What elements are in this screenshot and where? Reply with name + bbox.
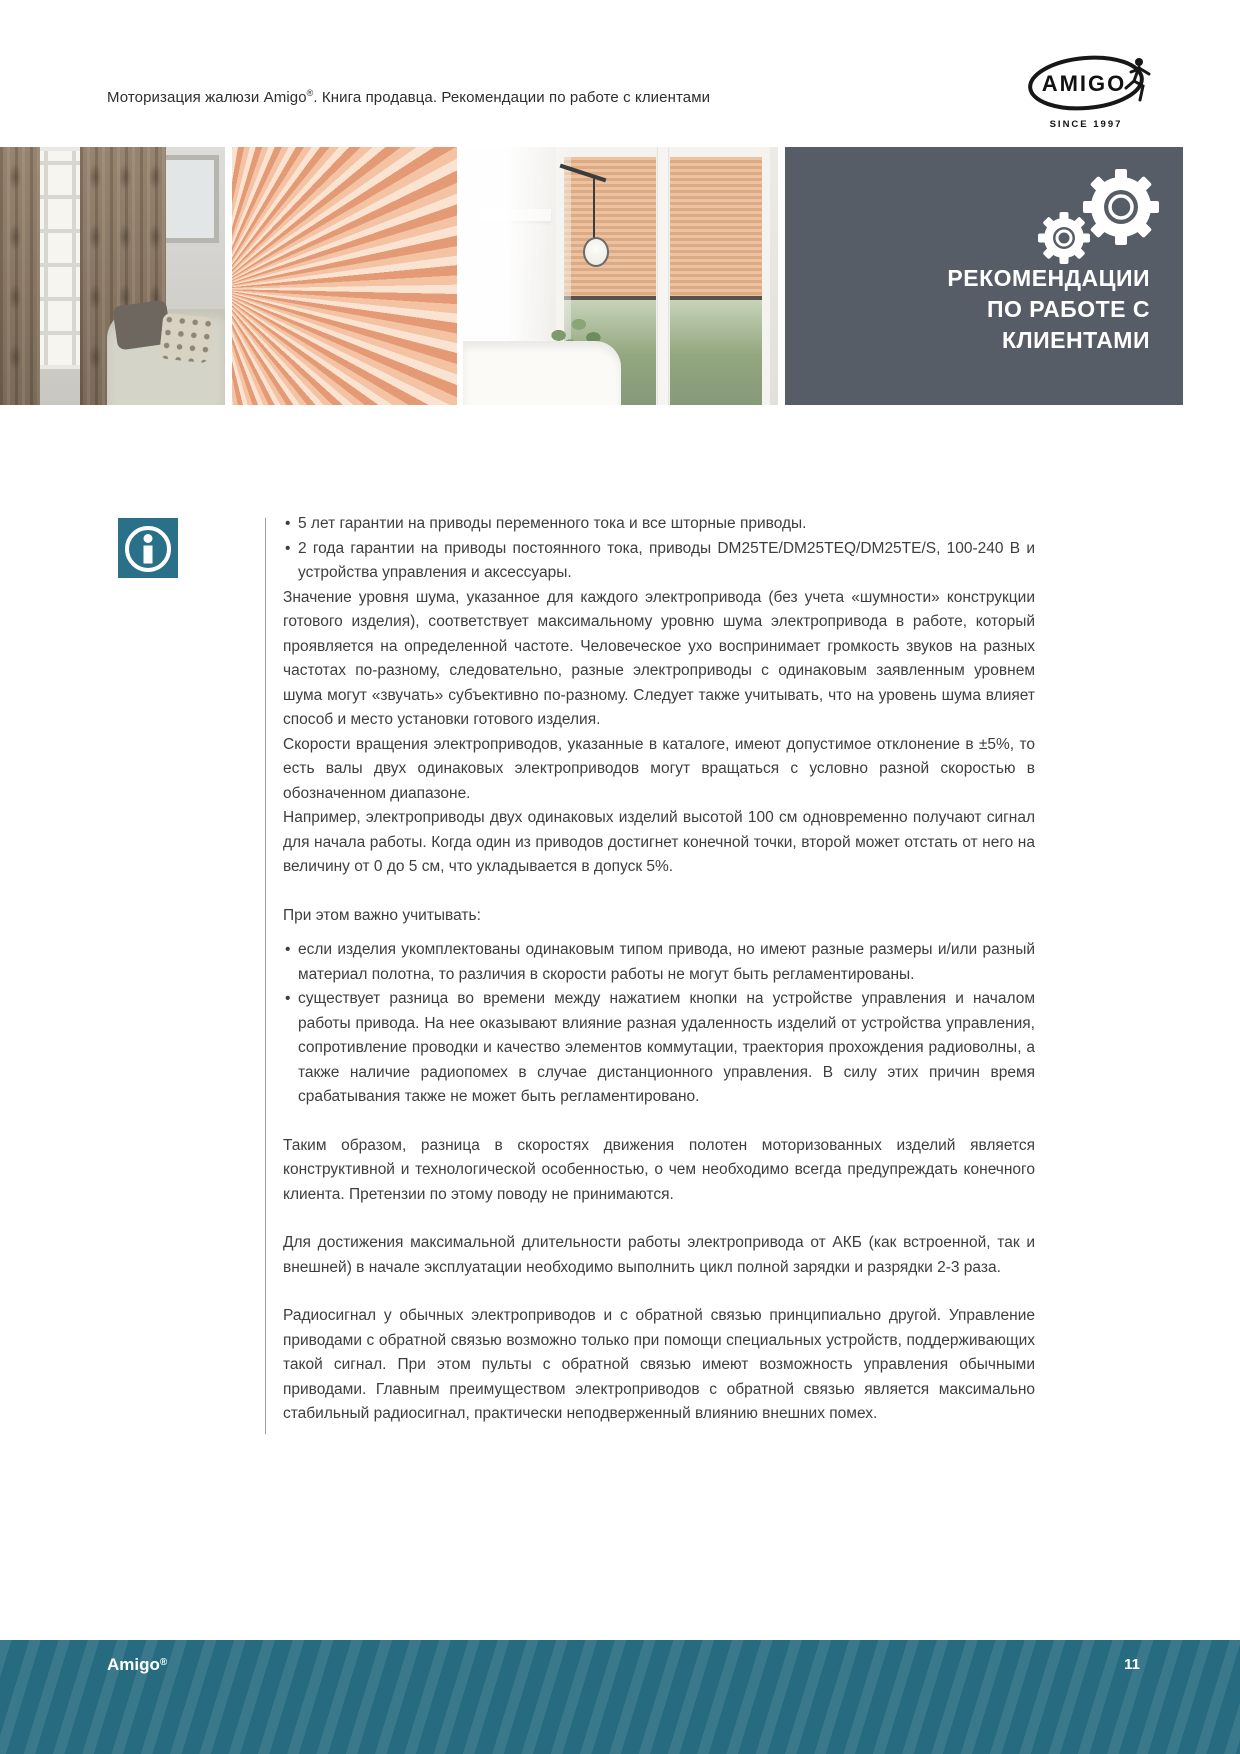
paragraph: Радиосигнал у обычных электроприводов и с обратной связью принципиально другой. Управление приводами с обратной связью возможно только при помощи специальных устройств, поддерживающих такой сигнал. При этом пульты с обратной связью имеют возможность управления обычными приводами. Главным преимуществом электроприводов с обратной связью является максимально стабильный радиосигнал, практически неподверженный влиянию внешних помех. <box>283 1307 1035 1422</box>
bed <box>463 341 621 405</box>
amigo-logo <box>1026 50 1166 135</box>
header-title-text: Моторизация жалюзи Amigo <box>107 89 307 106</box>
section-title-line: ПО РАБОТЕ С <box>986 296 1150 322</box>
header-title-rest: . Книга продавца. Рекомендации по работе с клиентами <box>313 89 711 106</box>
text-column-rule <box>265 518 266 1434</box>
paragraph: Для достижения максимальной длительности работы электропривода от АКБ (как встроенной, так и внешней) в начале эксплуатации необходимо выполнить цикл полной зарядки и разрядки 2-3 раза. <box>283 1234 1035 1276</box>
logo-tagline: SINCE 1997 <box>1049 119 1123 130</box>
info-icon <box>118 518 178 578</box>
banner <box>0 147 1240 405</box>
page-header-title <box>107 88 710 106</box>
note-list <box>283 938 1035 1110</box>
body-text <box>283 512 1035 1427</box>
paragraph: Скорости вращения электроприводов, указанные в каталоге, имеют допустимое отклонение в ±5%, то есть валы двух одинаковых электроприводов могут вращаться с условно разной скоростью в обозначенном диапазоне. <box>283 735 1035 802</box>
section-title-panel <box>785 147 1183 405</box>
lamp-cord <box>593 175 595 239</box>
note-heading: При этом важно учитывать: <box>283 906 481 924</box>
pleated-blind <box>564 157 656 300</box>
warranty-list <box>283 512 1035 586</box>
logo-brand-text: AMIGO <box>1041 71 1127 96</box>
pleated-blind <box>670 157 762 300</box>
bedroom-pleated-blinds-photo <box>463 147 778 405</box>
pillow <box>159 313 214 364</box>
window-pane <box>670 157 762 405</box>
page-number: 11 <box>1124 1656 1140 1673</box>
living-room-curtains-photo <box>0 147 225 405</box>
footer-brand-text: Amigo <box>107 1655 160 1674</box>
window-frame <box>658 147 668 405</box>
footer-brand <box>107 1655 167 1675</box>
pleated-blind-closeup-photo <box>232 147 457 405</box>
paragraph: Таким образом, разница в скоростях движения полотен моторизованных изделий является конструктивной и технологической особенностью, о чем необходимо всегда предупреждать конечного клиента. Претензии по этому поводу не принимаются. <box>283 1136 1035 1203</box>
page-footer <box>0 1640 1240 1754</box>
list-item: • 5 лет гарантии на приводы переменного тока и все шторные приводы. <box>283 512 1035 537</box>
list-item: • существует разница во времени между нажатием кнопки на устройстве управления и началом работы привода. На нее оказывают влияние разная удаленность изделий от устройства управления, сопротивление проводки и качество элементов коммутации, траектория прохождения радиоволны, а также наличие радиопомех в случае дистанционного управления. В силу этих причин время срабатывания также не может быть регламентировано. <box>283 987 1035 1110</box>
paragraph: Например, электроприводы двух одинаковых изделий высотой 100 см одновременно получают сигнал для начала работы. Когда один из приводов достигнет конечной точки, второй может отстать от него на величину от 0 до 5 см, что укладывается в допуск 5%. <box>283 809 1035 875</box>
footer-registered-mark: ® <box>159 1657 168 1668</box>
list-item: • 2 года гарантии на приводы постоянного тока, приводы DM25TE/DM25TEQ/DM25TE/S, 100-240 В и устройства управления и аксессуары. <box>283 537 1035 586</box>
section-title <box>947 263 1150 356</box>
list-item: • если изделия укомплектованы одинаковым типом привода, но имеют разные размеры и/или разный материал полотна, то различия в скорости работы не могут быть регламентированы. <box>283 938 1035 987</box>
curtain-panel <box>0 147 40 405</box>
section-title-line: КЛИЕНТАМИ <box>1001 327 1150 353</box>
gears-icon <box>1033 161 1165 267</box>
section-title-line: РЕКОМЕНДАЦИИ <box>947 265 1150 291</box>
light-bulb <box>583 237 609 267</box>
registered-mark: ® <box>306 88 314 98</box>
paragraph: Значение уровня шума, указанное для каждого электропривода (без учета «шумности» конструкции готового изделия), соответствует максимальному уровню шума электропривода в работе, который проявляется на определенной частоте. Человеческое ухо воспринимает громкость звуков на разных частотах по-разному, следовательно, разные электроприводы с одинаковым заявленным уровнем шума могут «звучать» субъективно по-разному. Следует также учитывать, что на уровень шума влияет способ и место установки готового изделия. <box>283 588 1035 728</box>
